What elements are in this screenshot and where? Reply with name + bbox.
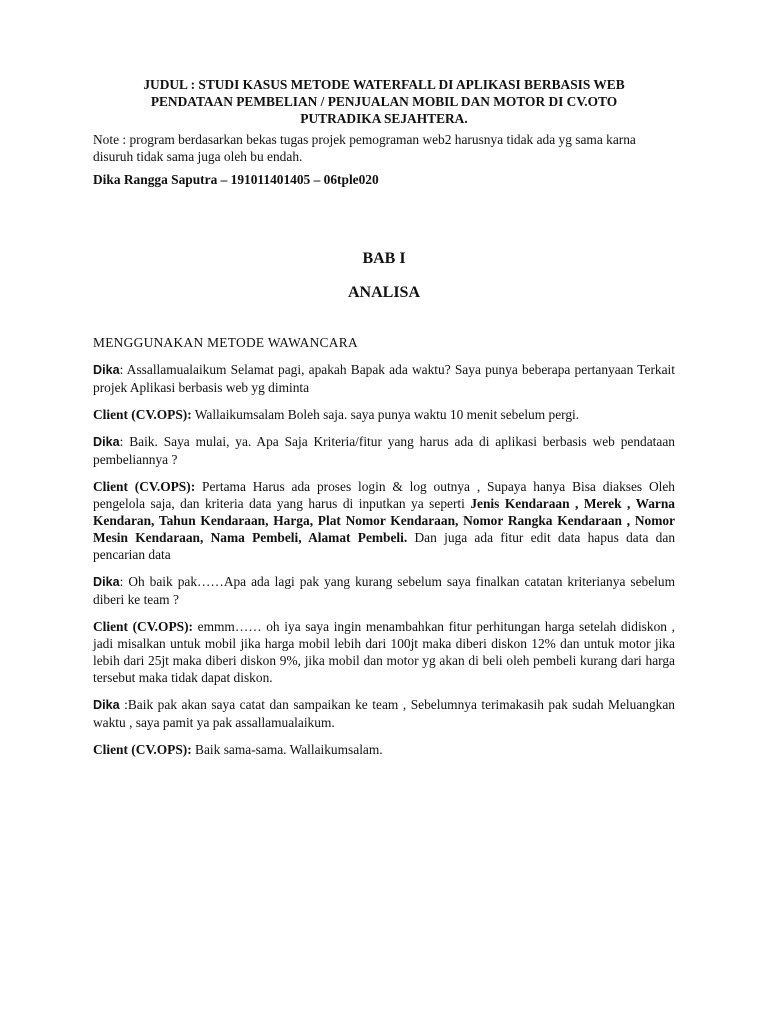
- method-heading: MENGGUNAKAN METODE WAWANCARA: [93, 335, 358, 350]
- dialogue-text: :Baik pak akan saya catat dan sampaikan ke team , Sebelumnya terimakasih pak sudah Meluangkan waktu , saya pamit ya pak assallamualaikum.: [93, 697, 675, 730]
- dialogue-paragraph: [93, 406, 675, 423]
- dialogue-paragraph: [93, 478, 675, 563]
- dialogue-text: : Assallamualaikum Selamat pagi, apakah Bapak ada waktu? Saya punya beberapa pertanyaan Terkait projek Aplikasi berbasis web yg diminta: [93, 362, 675, 395]
- dialogue-text: emmm…… oh iya saya ingin menambahkan fitur perhitungan harga setelah didiskon , jadi misalkan untuk mobil jika harga mobil lebih dari 100jt maka diberi diskon 12% dan untuk motor jika lebih dari 25jt maka diberi diskon 9%, jika mobil dan motor yg akan di beli oleh pembeli kurang dari harga tersebut maka tidak dapat diskon.: [93, 619, 675, 685]
- author-line: Dika Rangga Saputra – 191011401405 – 06tple020: [93, 172, 379, 187]
- speaker-name: Dika: [93, 363, 120, 377]
- chapter-title: ANALISA: [347, 284, 420, 301]
- speaker-name: Client (CV.OPS):: [93, 479, 196, 494]
- speaker-name: Client (CV.OPS):: [93, 619, 193, 634]
- chapter-number: BAB I: [362, 250, 406, 267]
- speaker-name: Dika: [93, 435, 120, 449]
- dialogue-text: Dan juga ada fitur edit data hapus data dan pencarian data: [93, 530, 676, 562]
- dialogue-text: Pertama Harus ada proses login & log outnya , Supaya hanya Bisa diakses Oleh pengelola saja, dan kriteria data yang harus di inputkan ya seperti: [93, 479, 675, 511]
- title-line-2: PENDATAAN PEMBELIAN / PENJUALAN MOBIL DAN MOTOR DI CV.OTO: [150, 94, 618, 109]
- document-title: [93, 76, 675, 127]
- speaker-name: Client (CV.OPS):: [93, 407, 192, 422]
- speaker-name: Dika: [93, 698, 120, 712]
- dialogue-paragraph: [93, 741, 675, 758]
- dialogue-text: Wallaikumsalam Boleh saja. saya punya waktu 10 menit sebelum pergi.: [191, 407, 580, 422]
- criteria-keywords: Jenis Kendaraan , Merek , Warna Kendaran, Tahun Kendaraan, Harga, Plat Nomor Kendaraan, Nomor Rangka Kendaraan , Nomor Mesin Kendaraan, Nama Pembeli, Alamat Pembeli.: [93, 496, 676, 545]
- dialogue-text: : Baik. Saya mulai, ya. Apa Saja Kriteria/fitur yang harus ada di aplikasi berbasis web pendataan pembeliannya ?: [93, 434, 675, 467]
- title-line-3: PUTRADIKA SEJAHTERA.: [300, 111, 468, 126]
- dialogue-paragraph: [93, 696, 675, 731]
- note-text: Note : program berdasarkan bekas tugas projek pemograman web2 harusnya tidak ada yg sama karna disuruh tidak sama juga oleh bu endah.: [93, 132, 636, 164]
- document-page: [93, 76, 675, 758]
- speaker-name: Dika: [93, 575, 120, 589]
- title-line-1: JUDUL : STUDI KASUS METODE WATERFALL DI APLIKASI BERBASIS WEB: [143, 77, 625, 92]
- dialogue-text: : Oh baik pak……Apa ada lagi pak yang kurang sebelum saya finalkan catatan kriterianya sebelum diberi ke team ?: [93, 574, 675, 607]
- dialogue-paragraph: [93, 361, 675, 396]
- dialogue-paragraph: [93, 433, 675, 468]
- speaker-name: Client (CV.OPS):: [93, 742, 192, 757]
- dialogue-text: Baik sama-sama. Wallaikumsalam.: [191, 742, 383, 757]
- dialogue-paragraph: [93, 573, 675, 608]
- dialogue-paragraph: [93, 618, 675, 686]
